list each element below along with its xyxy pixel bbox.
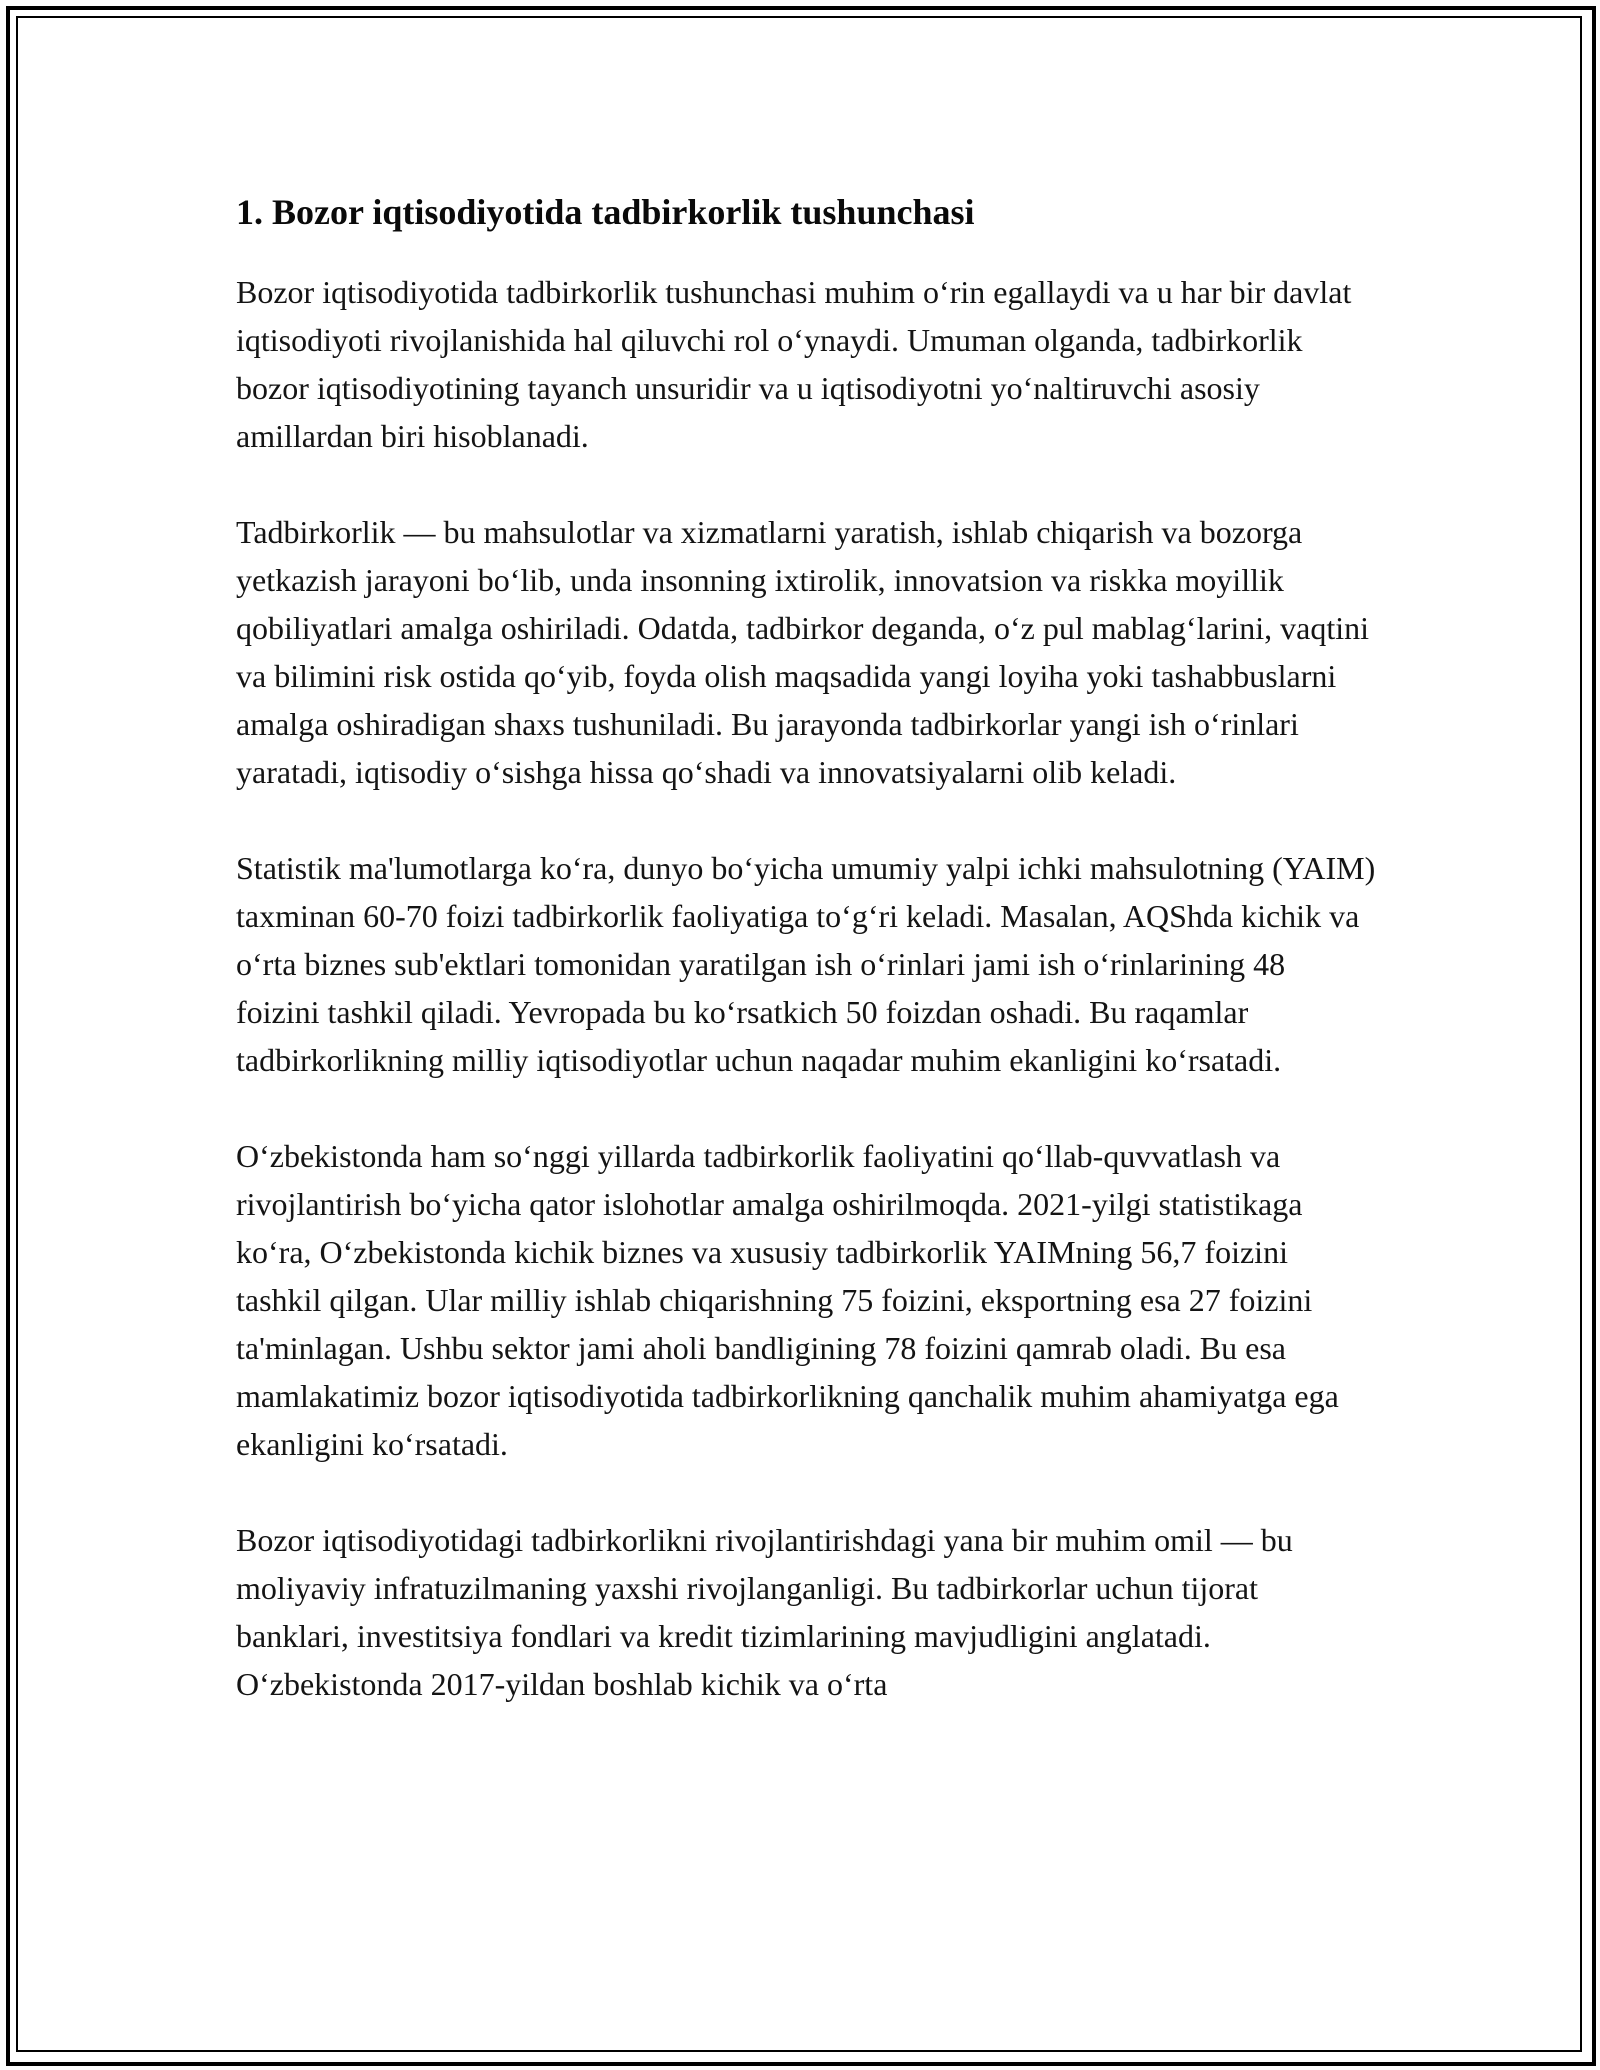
paragraph-uzbekistan-statistics: O‘zbekistonda ham so‘nggi yillarda tadbirkorlik faoliyatini qo‘llab-quvvatlash va rivojlantirish bo‘yicha qator islohotlar amalga oshirilmoqda. 2021-yilgi statistikaga ko‘ra, O‘zbekistonda kichik biznes va xususiy tadbirkorlik YAIMning 56,7 foizini tashkil qilgan. Ular milliy ishlab chiqarishning 75 foizini, eksportning esa 27 foizini ta'minlagan. Ushbu sektor jami aholi bandligining 78 foizini qamrab oladi. Bu esa mamlakatimiz bozor iqtisodiyotida tadbirkorlikning qanchalik muhim ahamiyatga ega ekanligini ko‘rsatadi. [236, 1138, 1339, 1462]
paragraph-world-statistics: Statistik ma'lumotlarga ko‘ra, dunyo bo‘yicha umumiy yalpi ichki mahsulotning (YAIM) taxminan 60-70 foizi tadbirkorlik faoliyatiga to‘g‘ri keladi. Masalan, AQShda kichik va o‘rta biznes sub'ektlari tomonidan yaratilgan ish o‘rinlari jami ish o‘rinlarining 48 foizini tashkil qiladi. Yevropada bu ko‘rsatkich 50 foizdan oshadi. Bu raqamlar tadbirkorlikning milliy iqtisodiyotlar uchun naqadar muhim ekanligini ko‘rsatadi. [236, 850, 1376, 1078]
paragraph-definition: Tadbirkorlik — bu mahsulotlar va xizmatlarni yaratish, ishlab chiqarish va bozorga yetkazish jarayoni bo‘lib, unda insonning ixtirolik, innovatsion va riskka moyillik qobiliyatlari amalga oshiriladi. Odatda, tadbirkor deganda, o‘z pul mablag‘larini, vaqtini va bilimini risk ostida qo‘yib, foyda olish maqsadida yangi loyiha yoki tashabbuslarni amalga oshiradigan shaxs tushuniladi. Bu jarayonda tadbirkorlar yangi ish o‘rinlari yaratadi, iqtisodiy o‘sishga hissa qo‘shadi va innovatsiyalarni olib keladi. [236, 514, 1369, 790]
paragraph-financial-infrastructure: Bozor iqtisodiyotidagi tadbirkorlikni rivojlantirishdagi yana bir muhim omil — bu moliyaviy infratuzilmaning yaxshi rivojlanganligi. Bu tadbirkorlar uchun tijorat banklari, investitsiya fondlari va kredit tizimlarining mavjudligini anglatadi. O‘zbekistonda 2017-yildan boshlab kichik va o‘rta [236, 1522, 1293, 1702]
section-heading: 1. Bozor iqtisodiyotida tadbirkorlik tushunchasi [236, 192, 975, 232]
paragraph-intro: Bozor iqtisodiyotida tadbirkorlik tushunchasi muhim o‘rin egallaydi va u har bir davlat iqtisodiyoti rivojlanishida hal qiluvchi rol o‘ynaydi. Umuman olganda, tadbirkorlik bozor iqtisodiyotining tayanch unsuridir va u iqtisodiyotni yo‘naltiruvchi asosiy amillardan biri hisoblanadi. [236, 274, 1352, 454]
document-body [236, 190, 1376, 1756]
